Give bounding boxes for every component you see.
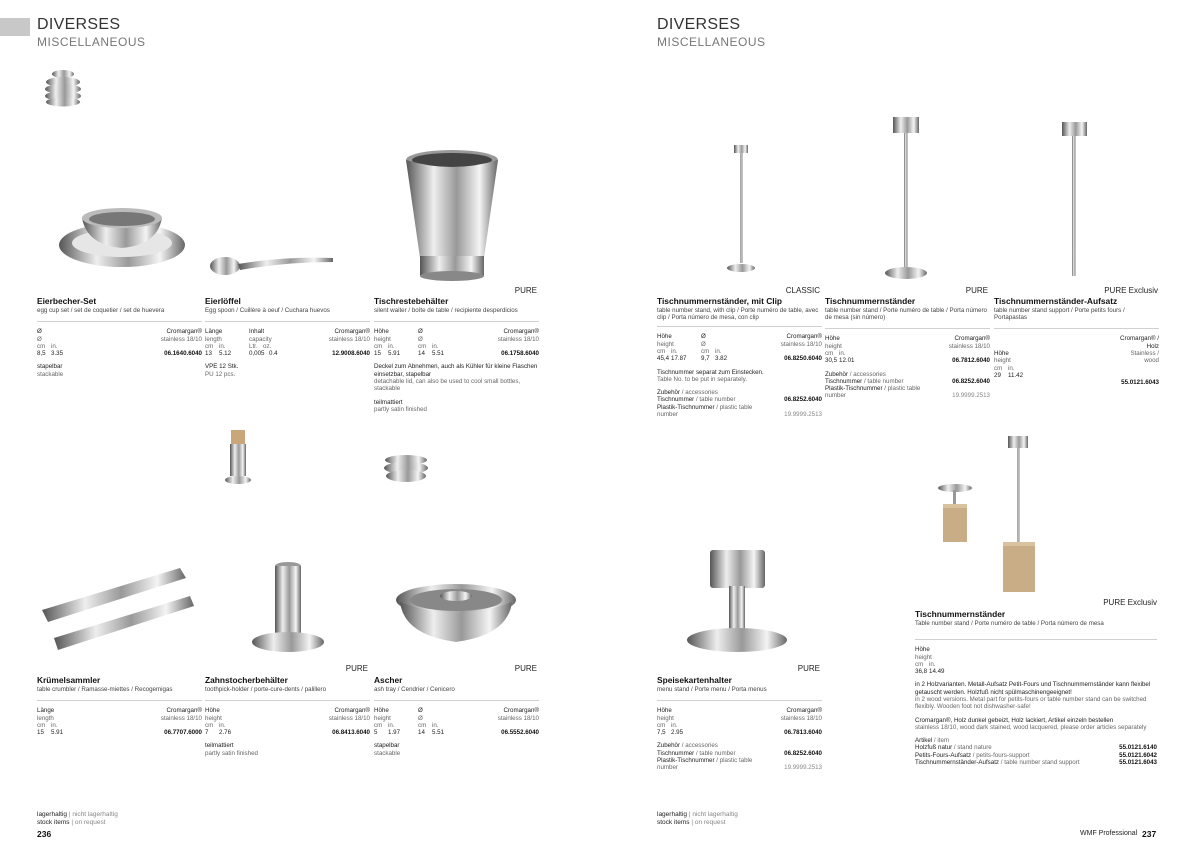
spec-header: Länge [37,707,55,715]
item-name-en: stand nature [957,744,992,752]
spec-value: 5.91 [51,729,64,737]
legend-nonstock: nicht lagerhaltig [72,811,118,818]
product-line-badge: CLASSIC [785,286,820,295]
spec-header-en: height [825,342,842,350]
spec-value: 0,005 [249,350,265,358]
spec-header-en: length [205,335,222,343]
page-subtitle: MISCELLANEOUS [657,35,766,49]
divider [994,328,1159,329]
unit: in. [671,348,678,355]
spec-value: 15 [374,350,381,358]
unit: in. [388,342,395,350]
unit: in. [671,721,678,729]
spec-header-en: height [374,714,391,722]
silent-waiter-image [402,148,502,283]
note: stapelbar [374,742,400,750]
product-ash-tray [374,675,539,757]
product-description: table number stand, with clip / Porte numéro de table, avec clip / Porta número de mesa, con clip [657,307,819,322]
spec-value: 15 [37,729,44,737]
unit: cm [374,721,383,729]
spec-header-en: height [374,335,391,343]
material: Cromargan® / Holz [1120,335,1159,350]
article-number: 06.1640.6040 [164,350,202,358]
material: Cromargan® [334,707,370,715]
accessory-number: 06.8252.6040 [784,749,822,757]
unit: Ltr. [249,342,258,350]
unit: cm [205,721,214,729]
accessory-name-en: table number [867,377,904,385]
divider [205,321,370,322]
note: teilmattiert [205,742,234,750]
article-number: 06.7707.6000 [164,729,202,737]
egg-cup-stack-image [40,68,90,113]
divider [205,700,370,701]
spec-value: 3.35 [51,350,64,358]
unit: cm [418,721,427,729]
spec-value: 2.76 [219,729,232,737]
article-number: 06.7812.6040 [952,357,990,365]
spec-header: Höhe [657,333,672,341]
product-line-badge: PURE [965,286,988,295]
accessory-number: 19.9999.2513 [952,392,990,400]
page-title: DIVERSES [37,16,121,33]
spec-value: 5.51 [432,350,445,358]
spec-value: 5.12 [219,350,232,358]
ash-tray-stack-image [382,452,432,488]
accessory-number: 19.9999.2513 [784,411,822,419]
accessory-name-en: table number [699,396,736,404]
material-en: stainless 18/10 [328,335,370,343]
unit: in. [51,342,58,350]
product-name: Zahnstocherbehälter [205,675,288,685]
product-name: Tischnummernständer-Aufsatz [994,296,1118,306]
unit: in. [839,350,846,357]
unit: cm [205,342,214,350]
product-description: silent waiter / boîte de table / recipiente desperdicios [374,307,518,314]
product-table-number-stand: Tischnummernständer table number stand / Porte numéro de table / Porta número de mesa (sin número) Höhe height cm in. 30,5 12.01 Cromargan® stainless 18/10 06.7812.6040 Zubehör / accessories Tischnummer / table number 06.8252.6040 Plastik-Tischnummer / plastic table number 19.9999.2513 [825,296,990,400]
product-name: Tischnummernständer [915,609,1006,619]
spec-value: 17.87 [671,355,687,363]
note: VPE 12 Stk. [205,363,239,371]
note-en: stackable [37,370,64,378]
spec-header-en: length [37,714,54,722]
note: Deckel zum Abnehmen, auch als Kühler für kleine Flaschen einsetzbar, stapelbar [374,363,538,378]
note: Cromargan®, Holz dunkel gebeizt, Holz lackiert, Artikel einzeln bestellen [915,716,1114,724]
accessory-name: Plastik-Tischnummer [825,385,883,393]
spec-value: 0.4 [269,350,278,358]
accessory-number: 19.9999.2513 [784,764,822,772]
left-page-header [37,16,146,50]
note-en: detachable lid, can also be used to cool small bottles, stackable [374,377,521,393]
accessories-label: Zubehör [657,389,681,397]
page-number-right: 237 [1142,829,1157,839]
spec-header-en: height [657,714,674,722]
accessory-number: 06.8252.6040 [952,377,990,385]
product-table-crumbler [37,675,202,736]
product-description: toothpick-holder / porte-cure-dents / palillero [205,686,327,693]
accessories-label-en: accessories [685,389,718,397]
accessory-name: Plastik-Tischnummer [657,756,715,764]
material: Cromargan® [786,333,822,341]
product-description: table number stand support / Porte petits fours / Portapastas [994,307,1125,322]
spec-header-en: height [205,714,222,722]
product-name: Speisekartenhalter [657,675,732,685]
ash-tray-image [394,580,519,650]
accessory-row: Tischnummer / table number 06.8252.6040 [657,396,822,404]
wood-stand-petits-fours-image [935,482,980,547]
note: teilmattiert [374,398,403,406]
unit: cm [37,721,46,729]
product-description: Egg spoon / Cuillère à oeuf / Cuchara huevos [205,307,330,314]
item-number: 55.0121.6043 [1119,759,1157,767]
spec-value: 7,5 [657,729,666,737]
stock-legend-right: lagerhaltig | nicht lagerhaltig stock items | on request [657,811,738,826]
divider [374,700,539,701]
table-number-stand-support-image [1058,122,1098,282]
page-number-left: 236 [37,829,52,839]
legend-stock-en: stock items [37,819,70,826]
spec-value: 30,5 [825,357,838,365]
note-en: Table No. to be put in separately. [657,375,748,383]
product-egg-cup-set [37,296,202,378]
spec-value: 2.95 [671,729,684,737]
legend-stock: lagerhaltig [657,811,687,818]
spec-value: 5.51 [432,729,445,737]
items-label-en: item [937,737,950,745]
item-row: Petits-Fours-Aufsatz / petits-fours-support 55.0121.6042 [915,751,1157,759]
product-description: table number stand / Porte numéro de table / Porta número de mesa (sin número) [825,307,987,322]
accessory-row: Tischnummer / table number 06.8252.6040 [825,377,990,385]
spec-header: Ø [37,328,42,336]
product-description: menu stand / Porte menu / Porta menus [657,686,767,693]
spec-header-en: height [657,340,674,348]
spec-header: Höhe [915,646,930,654]
article-number: 06.8250.6040 [784,355,822,363]
legend-stock-en: stock items [657,819,690,826]
material-en: stainless 18/10 [780,340,822,348]
accessory-name-en: plastic table number [657,756,753,772]
article-number: 55.0121.6043 [1121,379,1159,387]
spec-value: 8,5 [37,350,46,358]
spec-value: 1.97 [388,729,401,737]
product-name: Eierbecher-Set [37,296,97,306]
material-en: stainless 18/10 [497,335,539,343]
unit: in. [1008,364,1015,372]
spec-value: 14 [418,350,425,358]
divider [37,321,202,322]
accessory-row: Plastik-Tischnummer / plastic table number 19.9999.2513 [657,756,822,772]
item-name: Petits-Fours-Aufsatz [915,751,972,759]
spec-value: 11.42 [1008,371,1024,379]
material: Cromargan® [166,707,202,715]
table-crumbler-image [40,560,190,655]
note-en: stainless 18/10, wood dark stained, wood lacquered, please order articles separately [915,723,1147,731]
legend-nonstock-en: on request [74,819,106,826]
material: Cromargan® [166,328,202,336]
unit: cm [418,342,427,350]
product-line-badge: PURE [345,664,368,673]
product-name: Ascher [374,675,403,685]
spec-header-en: height [994,357,1011,365]
material: Cromargan® [786,707,822,715]
unit: cm [657,721,666,729]
spec-header: Höhe [994,350,1009,357]
article-number: 06.5552.6040 [501,729,539,737]
item-row: Tischnummernständer-Aufsatz / table number stand support 55.0121.6043 [915,759,1157,767]
spec-value: 5 [374,729,378,737]
accessories-label: Zubehör [825,370,849,378]
product-table-number-stand-support [994,296,1159,386]
item-row: Holzfuß natur / stand nature 55.0121.6140 [915,744,1157,752]
divider [915,639,1157,640]
product-line-badge: PURE [514,286,537,295]
divider [37,700,202,701]
unit: cm [657,348,666,355]
unit: cm [825,350,834,357]
material-en: stainless 18/10 [160,335,202,343]
item-name: Tischnummernständer-Aufsatz [915,759,1000,767]
product-menu-stand: Speisekartenhalter menu stand / Porte menu / Porta menus Höhe height cm in. 7,5 2.95 Cromargan® stainless 18/10 06.7813.6040 Zubehör / accessories Tischnummer / table number 06.8252.6040 Plastik-Tischnummer / plastic table number 19.9999.2513 [657,675,822,772]
spec-value: 3.82 [715,355,728,363]
divider [374,321,539,322]
product-line-badge: PURE [514,664,537,673]
spec-header: Inhalt [249,328,265,336]
item-number: 55.0121.6140 [1119,744,1157,752]
product-name: Tischnummernständer [825,296,916,306]
unit: in. [929,660,936,668]
note: Tischnummer separat zum Einstecken. [657,368,764,376]
unit: oz. [263,342,272,350]
divider [657,326,822,327]
product-name: Eierlöffel [205,296,241,306]
product-wood-table-number-stand: Tischnummernständer Table number stand / Porte numéro de table / Porta número de mesa Höhe height cm in. 36,8 14.49 in 2 Holzvarianten. Metall-Aufsatz Petit-Fours und Tischnummernständer kann flexibel getauscht werden. Holzfuß nicht spülmaschinengeeignet! in 2 wood versions. Metal part for petits-fours or table number stand can be switched flexibly. Wooden foot not dishwasher-safe! Cromargan®, Holz dunkel gebeizt, Holz lackiert, Artikel einzeln bestellen stainless 18/10, wood dark stained, wood lacquered, please order articles separately Artikel / item Holzfuß natur / stand nature 55.0121.6140 Petits-Fours-Aufsatz / petits-fours-support 55.0121.6042 Tischnummernständer-Aufsatz / table number stand support 55.0121.6043 [915,609,1157,767]
material: Cromargan® [503,328,539,336]
material: Cromargan® [503,707,539,715]
spec-value: 7 [205,729,209,737]
spec-header-en: height [915,653,932,661]
page-title: DIVERSES [657,16,741,33]
item-name-en: table number stand support [1004,759,1080,767]
product-line-badge: PURE Exclusiv [1103,598,1157,607]
item-name: Holzfuß natur [915,744,953,752]
item-name-en: petits-fours-support [976,751,1030,759]
note-en: PU 12 pcs. [205,370,236,378]
product-description: Table number stand / Porte numéro de table / Porta número de mesa [915,620,1104,627]
material-en: stainless 18/10 [948,342,990,350]
accessory-number: 06.8252.6040 [784,396,822,404]
product-egg-spoon [205,296,370,378]
accessories-label: Zubehör [657,742,681,750]
product-silent-waiter [374,296,539,413]
material: Cromargan® [334,328,370,336]
spec-value: 45,4 [657,355,670,363]
page-tab-marker [0,18,30,36]
note-en: in 2 wood versions. Metal part for petits-fours or table number stand can be switched flexibly. Wooden foot not dishwasher-safe! [915,695,1147,711]
note: in 2 Holzvarianten. Metall-Aufsatz Petit-Fours und Tischnummernständer kann flexibel getauscht werden. Holzfuß nicht spülmaschinengeeignet! [915,681,1151,696]
spec-value: 13 [205,350,212,358]
material: Cromargan® [954,335,990,343]
spec-header: Länge [205,328,223,336]
spec-header: Höhe [657,707,672,715]
brand-label: WMF Professional [1080,830,1138,837]
spec-header-en: Ø [37,335,42,343]
unit: cm [374,342,383,350]
stock-legend-left: lagerhaltig | nicht lagerhaltig stock items | on request [37,811,118,826]
unit: in. [432,342,439,350]
spec-header-en: capacity [249,335,272,343]
item-number: 55.0121.6042 [1119,751,1157,759]
note-en: partly satin finished [205,749,258,757]
table-number-stand-image [880,117,940,282]
accessories-label-en: accessories [685,742,718,750]
unit: in. [432,721,439,729]
article-number: 06.1758.6040 [501,350,539,358]
egg-cup-set-image [57,200,187,280]
accessory-row: Plastik-Tischnummer / plastic table number 19.9999.2513 [825,385,990,400]
legend-nonstock-en: on request [694,819,726,826]
divider [825,328,990,329]
note-en: stackable [374,749,401,757]
spec-header: Höhe [205,707,220,715]
accessory-name: Tischnummer [825,377,863,385]
spec-value: 5.91 [388,350,401,358]
unit: in. [51,721,58,729]
egg-spoon-image [205,248,335,283]
spec-value: 9,7 [701,355,710,363]
unit: cm [37,342,46,350]
page-subtitle: MISCELLANEOUS [37,35,146,49]
toothpick-holder-small-image [222,430,252,490]
accessory-row: Plastik-Tischnummer / plastic table number 19.9999.2513 [657,403,822,419]
spec-value: 36,8 [915,668,928,676]
accessory-name: Plastik-Tischnummer [657,403,715,411]
spec-value: 14.49 [929,668,945,676]
product-line-badge: PURE [797,664,820,673]
material-en: Stainless / wood [1130,350,1159,365]
product-name: Tischnummernständer, mit Clip [657,296,783,306]
product-description: ash tray / Cendrier / Cenicero [374,686,455,693]
unit: cm [701,348,710,355]
wood-stand-table-number-image [998,436,1048,596]
product-description: table crumbler / Ramasse-miettes / Recogemigas [37,686,173,693]
unit: cm [915,660,924,668]
spec-header: Ø [418,707,423,715]
right-page-header [657,16,766,50]
unit: in. [219,342,226,350]
product-name: Tischrestebehälter [374,296,449,306]
article-number: 06.7813.6040 [784,729,822,737]
items-label: Artikel [915,737,933,745]
material-en: stainless 18/10 [328,714,370,722]
accessory-name: Tischnummer [657,749,695,757]
spec-value: 12.01 [839,357,855,365]
accessory-row: Tischnummer / table number 06.8252.6040 [657,749,822,757]
divider [657,700,822,701]
accessory-name-en: plastic table number [825,385,921,400]
material-en: stainless 18/10 [780,714,822,722]
spec-value: 14 [418,729,425,737]
spec-header: Ø [701,333,706,341]
spec-header-en: Ø [418,714,423,722]
unit: in. [219,721,226,729]
accessories-label-en: accessories [853,370,886,378]
toothpick-holder-image [248,560,328,655]
article-number: 06.8413.6040 [332,729,370,737]
spec-header-en: Ø [418,335,423,343]
unit: cm [994,364,1003,372]
accessory-name: Tischnummer [657,396,695,404]
article-number: 12.9008.6040 [332,350,370,358]
product-description: egg cup set / set de coquetier / set de huevera [37,307,165,314]
spec-header: Höhe [825,335,840,343]
product-toothpick-holder [205,675,370,757]
product-name: Krümelsammler [37,675,101,685]
product-line-badge: PURE Exclusiv [1104,286,1158,295]
spec-header: Höhe [374,707,389,715]
menu-stand-image [686,550,796,655]
accessory-name-en: plastic table number [657,403,753,419]
spec-value: 29 [994,371,1001,379]
legend-stock: lagerhaltig [37,811,67,818]
product-table-number-stand-clip: Tischnummernständer, mit Clip table number stand, with clip / Porte numéro de table, avec clip / Porta número de mesa, con clip Höhe Ø height Ø cm in. cm in. 45,4 17.87 9,7 3.82 Cromargan® stainless 18/10 06.8250.6040 Tischnummer separat zum Einstecken. Table No. to be put in separately. Zubehör / accessories Tischnummer / table number 06.8252.6040 Plastik-Tischnummer / plastic table number 19.9999.2513 [657,296,822,419]
spec-header-en: Ø [701,340,706,348]
accessory-name-en: table number [699,749,736,757]
legend-nonstock: nicht lagerhaltig [692,811,738,818]
table-number-stand-clip-image [722,145,772,275]
material-en: stainless 18/10 [160,714,202,722]
spec-header: Ø [418,328,423,336]
note-en: partly satin finished [374,405,427,413]
spec-header: Höhe [374,328,389,336]
unit: in. [388,721,395,729]
material-en: stainless 18/10 [497,714,539,722]
unit: in. [715,348,722,355]
note: stapelbar [37,363,63,371]
